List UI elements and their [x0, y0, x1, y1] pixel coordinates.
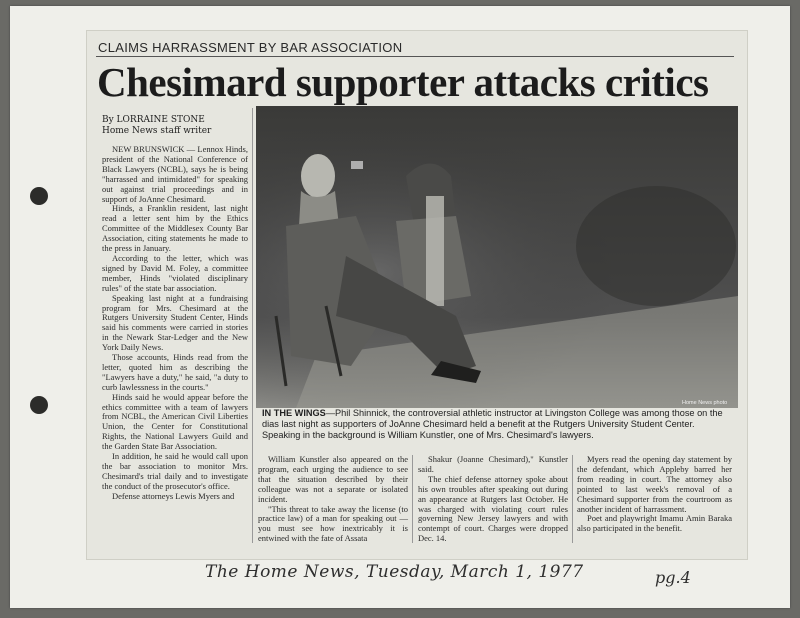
caption-lead: IN THE WINGS	[262, 408, 326, 418]
byline-title: Home News staff writer	[102, 126, 212, 136]
paragraph: Those accounts, Hinds read from the letter, quoted him as describing the "Lawyers have a duty," he said, "a duty to curb lawlessness in the courts."	[102, 352, 248, 392]
paragraph: "This threat to take away the license (to practice law) of a man for speaking out — you must see how inextricably it is entwined with the fate of Assata	[258, 503, 408, 544]
article-column-c	[418, 455, 568, 544]
paragraph: Poet and playwright Imamu Amin Baraka also participated in the benefit.	[577, 513, 732, 534]
paragraph: According to the letter, which was signed by David M. Foley, a committee member, Hinds "violated disciplinary rules" of the state bar association.	[102, 252, 248, 293]
byline-author: By LORRAINE STONE	[102, 115, 205, 125]
article-column-d	[577, 455, 732, 534]
handwritten-source-note: The Home News, Tuesday, March 1, 1977	[205, 562, 584, 582]
paragraph: Shakur (Joanne Chesimard)," Kunstler said.	[418, 454, 568, 474]
byline	[102, 115, 211, 137]
paragraph: Hinds said he would appear before the ethics committee with a team of lawyers from NCBL, the American Civil Liberties Union, the Center for Constitutional Rights, the National Lawyers Guild and the Garden State Bar Association.	[102, 391, 248, 452]
column-divider	[412, 455, 413, 543]
article-column-b	[258, 455, 408, 544]
article-kicker: CLAIMS HARRASSMENT BY BAR ASSOCIATION	[98, 40, 403, 55]
paragraph: NEW BRUNSWICK — Lennox Hinds, president of the National Conference of Black Lawyers (NCBL), says he is being "harrassed and intimidated" for speaking out against trial proceedings and in support of JoAnne Chesimard.	[102, 144, 248, 204]
binder-hole-top	[30, 187, 48, 205]
paragraph: Myers read the opening day statement by the defendant, which Appleby barred her from reading in court. The attorney also pointed to last week's removal of a Chesimard supporter from the courtroom as another incident of harrassment.	[577, 454, 732, 514]
paragraph: The chief defense attorney spoke about his own troubles after speaking out during an appearance at Rutgers last October. He was charged with violating court rules governing New Jersey lawyers and with contempt of court. Charges were dropped Dec. 14.	[418, 473, 568, 544]
paragraph: Hinds, a Franklin resident, last night read a letter sent him by the Ethics Committee of the Middlesex County Bar Association, citing statements he made to the press in January.	[102, 203, 248, 254]
paragraph: William Kunstler also appeared on the program, each urging the audience to see that the situation described by their colleague was not a separate or isolated incident.	[258, 454, 408, 504]
handwritten-page-note: pg.4	[655, 568, 691, 587]
paragraph: Speaking last night at a fundraising program for Mrs. Chesimard at the Rutgers University Student Center, Hinds said his comments were carried in stories in the Newark Star-Ledger and the New York Daily News.	[102, 292, 248, 353]
article-headline: Chesimard supporter attacks critics	[97, 59, 709, 105]
column-divider	[572, 455, 573, 543]
photo-credit: Home News photo	[682, 400, 728, 406]
article-column-main	[102, 145, 248, 502]
news-photo	[256, 106, 738, 408]
paragraph: Defense attorneys Lewis Myers and	[112, 490, 235, 501]
column-divider	[252, 108, 253, 543]
caption-text: —Phil Shinnick, the controversial athletic instructor at Livingston College was among those on the dias last night as supporters of JoAnne Chesimard held a benefit at the Rutgers University Student Center. Speaking in the background is William Kunstler, one of Mrs. Chesimard's lawyers.	[262, 408, 723, 440]
kicker-rule	[96, 56, 734, 57]
photo-caption	[262, 408, 732, 441]
binder-hole-bottom	[30, 396, 48, 414]
paragraph: In addition, he said he would call upon the bar association to monitor Mrs. Chesimard's trial daily and to investigate the conduct of the prosecutor's office.	[102, 451, 248, 491]
